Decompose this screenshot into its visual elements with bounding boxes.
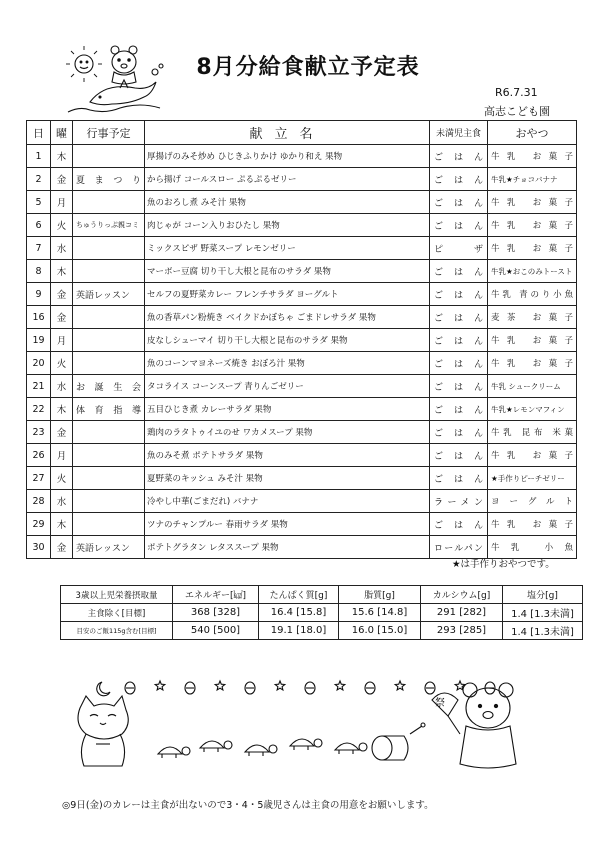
- menu-staple: ごはん: [430, 444, 488, 467]
- menu-day: 7: [27, 237, 51, 260]
- menu-dishes: 冷やし中華(ごまだれ) バナナ: [145, 490, 430, 513]
- menu-row: [27, 421, 577, 444]
- menu-snack: ★手作りピーチゼリー: [488, 467, 577, 490]
- menu-dishes: 鶏肉のラタトゥイユのせ ワカメスープ 果物: [145, 421, 430, 444]
- page-title: 8月分給食献立予定表: [196, 55, 420, 80]
- menu-row: [27, 490, 577, 513]
- menu-staple: ごはん: [430, 513, 488, 536]
- menu-snack: 麦茶 お菓子: [488, 306, 577, 329]
- menu-weekday: 火: [51, 214, 73, 237]
- menu-day: 8: [27, 260, 51, 283]
- menu-staple: ロールパン: [430, 536, 488, 559]
- festival-bear-cat-turtles-lanterns-illustration: [60, 668, 530, 783]
- menu-weekday: 木: [51, 260, 73, 283]
- menu-dishes: 厚揚げのみそ炒め ひじきふりかけ ゆかり和え 果物: [145, 145, 430, 168]
- menu-day: 20: [27, 352, 51, 375]
- menu-row: [27, 168, 577, 191]
- menu-weekday: 金: [51, 306, 73, 329]
- menu-event: [73, 467, 145, 490]
- menu-row: [27, 260, 577, 283]
- nutrition-row: [61, 622, 583, 640]
- menu-weekday: 金: [51, 168, 73, 191]
- menu-snack: 牛乳 昆布 米菓: [488, 421, 577, 444]
- nutrition-row-label: 主食除く[目標]: [61, 604, 173, 622]
- menu-weekday: 木: [51, 145, 73, 168]
- menu-event: ちゅうりっぷ親コミ: [73, 214, 145, 237]
- menu-staple: ごはん: [430, 398, 488, 421]
- menu-event: [73, 352, 145, 375]
- menu-staple: ごはん: [430, 145, 488, 168]
- menu-staple: ごはん: [430, 168, 488, 191]
- menu-snack: 牛乳 シュークリーム: [488, 375, 577, 398]
- menu-event: [73, 513, 145, 536]
- header-staple: 未満児主食: [430, 121, 488, 145]
- menu-staple: ごはん: [430, 191, 488, 214]
- menu-weekday: 金: [51, 536, 73, 559]
- menu-row: [27, 214, 577, 237]
- menu-snack: ヨーグルト: [488, 490, 577, 513]
- menu-row: [27, 352, 577, 375]
- menu-dishes: マーボー豆腐 切り干し大根と昆布のサラダ 果物: [145, 260, 430, 283]
- menu-snack: 牛乳 お菓子: [488, 237, 577, 260]
- nutrition-value: 16.4 [15.8]: [259, 604, 339, 622]
- menu-snack: 牛乳★レモンマフィン: [488, 398, 577, 421]
- menu-weekday: 月: [51, 191, 73, 214]
- menu-row: [27, 145, 577, 168]
- menu-day: 26: [27, 444, 51, 467]
- menu-snack: 牛乳 お菓子: [488, 444, 577, 467]
- menu-weekday: 火: [51, 352, 73, 375]
- menu-event: [73, 444, 145, 467]
- menu-weekday: 金: [51, 283, 73, 306]
- menu-event: [73, 145, 145, 168]
- menu-weekday: 月: [51, 444, 73, 467]
- nutrition-header: たんぱく質[g]: [259, 586, 339, 604]
- menu-staple: ごはん: [430, 329, 488, 352]
- menu-event: [73, 421, 145, 444]
- menu-snack: 牛乳 お菓子: [488, 191, 577, 214]
- menu-snack: 牛乳 お菓子: [488, 352, 577, 375]
- moon-icon: [97, 682, 110, 696]
- nutrition-header-row: [61, 586, 583, 604]
- menu-staple: ごはん: [430, 467, 488, 490]
- menu-day: 21: [27, 375, 51, 398]
- nutrition-header: 脂質[g]: [339, 586, 421, 604]
- nutrition-value: 1.4 [1.3未満]: [503, 604, 583, 622]
- menu-dishes: 皮なしシューマイ 切り干し大根と昆布のサラダ 果物: [145, 329, 430, 352]
- menu-snack: 牛乳 お菓子: [488, 145, 577, 168]
- menu-dishes: ポテトグラタン レタススープ 果物: [145, 536, 430, 559]
- turtle-icon: [158, 747, 190, 758]
- menu-dishes: ミックスピザ 野菜スープ レモンゼリー: [145, 237, 430, 260]
- fan-text: 祭: [435, 698, 445, 709]
- star-icon: [335, 681, 345, 690]
- turtle-icon: [290, 739, 322, 750]
- nutrition-table: [60, 585, 583, 640]
- menu-event: 英語レッスン: [73, 536, 145, 559]
- menu-dishes: から揚げ コールスロー ぷるぷるゼリー: [145, 168, 430, 191]
- menu-snack: 牛乳 お菓子: [488, 513, 577, 536]
- menu-staple: ごはん: [430, 352, 488, 375]
- star-icon: [215, 681, 225, 690]
- menu-day: 27: [27, 467, 51, 490]
- nutrition-header: カルシウム[g]: [421, 586, 503, 604]
- menu-row: [27, 237, 577, 260]
- menu-day: 16: [27, 306, 51, 329]
- menu-staple: ごはん: [430, 214, 488, 237]
- menu-day: 30: [27, 536, 51, 559]
- menu-staple: ごはん: [430, 283, 488, 306]
- header-snack: おやつ: [488, 121, 577, 145]
- nutrition-value: 293 [285]: [421, 622, 503, 640]
- menu-dishes: 魚の香草パン粉焼き ベイクドかぼちゃ ごまドレサラダ 果物: [145, 306, 430, 329]
- menu-row: [27, 444, 577, 467]
- menu-dishes: タコライス コーンスープ 青りんごゼリー: [145, 375, 430, 398]
- menu-staple: ラーメン: [430, 490, 488, 513]
- menu-row: [27, 329, 577, 352]
- sun-bear-dolphin-illustration: [60, 42, 170, 117]
- menu-event: [73, 191, 145, 214]
- menu-row: [27, 306, 577, 329]
- menu-event: 英語レッスン: [73, 283, 145, 306]
- menu-day: 2: [27, 168, 51, 191]
- menu-day: 1: [27, 145, 51, 168]
- menu-dishes: 魚のみそ煮 ポテトサラダ 果物: [145, 444, 430, 467]
- menu-day: 6: [27, 214, 51, 237]
- menu-snack: 牛乳 お菓子: [488, 329, 577, 352]
- menu-staple: ごはん: [430, 260, 488, 283]
- menu-day: 23: [27, 421, 51, 444]
- menu-event: 夏まつり: [73, 168, 145, 191]
- nutrition-row-label: 目安のご飯115g含む[目標]: [61, 622, 173, 640]
- menu-event: [73, 237, 145, 260]
- menu-snack: 牛乳★チョコバナナ: [488, 168, 577, 191]
- menu-weekday: 金: [51, 421, 73, 444]
- menu-dishes: 魚のコーンマヨネーズ焼き おぼろ汁 果物: [145, 352, 430, 375]
- menu-event: [73, 306, 145, 329]
- turtle-icon: [200, 741, 232, 752]
- menu-dishes: 夏野菜のキッシュ みそ汁 果物: [145, 467, 430, 490]
- menu-day: 9: [27, 283, 51, 306]
- menu-weekday: 水: [51, 375, 73, 398]
- nutrition-header: 塩分[g]: [503, 586, 583, 604]
- menu-table: [26, 120, 577, 559]
- menu-row: [27, 513, 577, 536]
- menu-dishes: 五目ひじき煮 カレーサラダ 果物: [145, 398, 430, 421]
- nutrition-header: エネルギー[㎉]: [173, 586, 259, 604]
- star-icon: [395, 681, 405, 690]
- menu-staple: ピザ: [430, 237, 488, 260]
- menu-dishes: セルフの夏野菜カレー フレンチサラダ ヨーグルト: [145, 283, 430, 306]
- menu-event: [73, 260, 145, 283]
- menu-day: 5: [27, 191, 51, 214]
- menu-dishes: 肉じゃが コーン入りおひたし 果物: [145, 214, 430, 237]
- menu-row: [27, 283, 577, 306]
- nutrition-value: 540 [500]: [173, 622, 259, 640]
- header-menu: 献立名: [145, 121, 430, 145]
- star-icon: [155, 681, 165, 690]
- menu-row: [27, 191, 577, 214]
- menu-staple: ごはん: [430, 421, 488, 444]
- nutrition-value: 19.1 [18.0]: [259, 622, 339, 640]
- star-icon: [275, 681, 285, 690]
- nutrition-value: 15.6 [14.8]: [339, 604, 421, 622]
- menu-row: [27, 467, 577, 490]
- menu-weekday: 火: [51, 467, 73, 490]
- curry-notice: ◎9日(金)のカレーは主食が出ないので3・4・5歳児さんは主食の用意をお願いします。: [62, 800, 434, 811]
- menu-snack: 牛乳 青のり小魚: [488, 283, 577, 306]
- menu-day: 22: [27, 398, 51, 421]
- menu-weekday: 木: [51, 398, 73, 421]
- menu-row: [27, 375, 577, 398]
- footnote: ★は手作りおやつです。: [452, 559, 555, 570]
- header-weekday: 曜: [51, 121, 73, 145]
- turtle-icon: [245, 745, 277, 756]
- menu-weekday: 木: [51, 513, 73, 536]
- nutrition-row: [61, 604, 583, 622]
- nutrition-value: 368 [328]: [173, 604, 259, 622]
- menu-snack: 牛乳 小魚: [488, 536, 577, 559]
- menu-day: 28: [27, 490, 51, 513]
- menu-day: 19: [27, 329, 51, 352]
- menu-snack: 牛乳 お菓子: [488, 214, 577, 237]
- nutrition-value: 16.0 [15.0]: [339, 622, 421, 640]
- header-day: 日: [27, 121, 51, 145]
- menu-event: [73, 490, 145, 513]
- menu-dishes: 魚のおろし煮 みそ汁 果物: [145, 191, 430, 214]
- menu-header-row: [27, 121, 577, 145]
- menu-weekday: 水: [51, 490, 73, 513]
- menu-event: 体育指導: [73, 398, 145, 421]
- menu-weekday: 月: [51, 329, 73, 352]
- nutrition-value: 291 [282]: [421, 604, 503, 622]
- menu-day: 29: [27, 513, 51, 536]
- menu-staple: ごはん: [430, 306, 488, 329]
- school-name: 高志こども園: [484, 105, 550, 118]
- issue-date: R6.7.31: [495, 86, 538, 99]
- menu-row: [27, 398, 577, 421]
- nutrition-header-label: 3歳以上児栄養摂取量: [61, 586, 173, 604]
- menu-staple: ごはん: [430, 375, 488, 398]
- menu-weekday: 水: [51, 237, 73, 260]
- menu-event: お誕生会: [73, 375, 145, 398]
- menu-snack: 牛乳★おこのみトースト: [488, 260, 577, 283]
- turtle-icon: [335, 743, 367, 754]
- nutrition-value: 1.4 [1.3未満]: [503, 622, 583, 640]
- header-event: 行事予定: [73, 121, 145, 145]
- menu-dishes: ツナのチャンプルー 春雨サラダ 果物: [145, 513, 430, 536]
- menu-event: [73, 329, 145, 352]
